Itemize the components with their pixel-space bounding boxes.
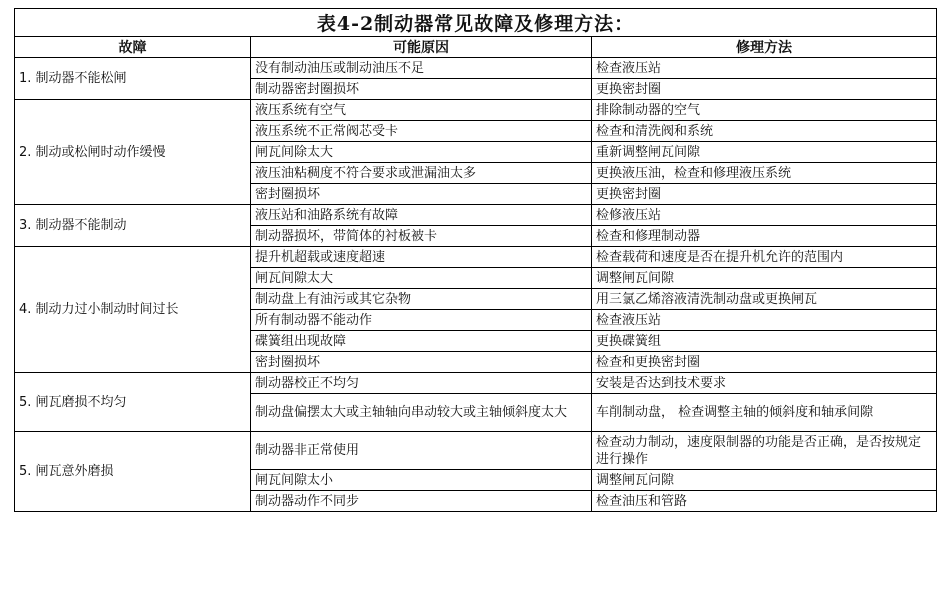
fix-cell: 检查液压站 bbox=[592, 310, 937, 331]
fault-cell: 4. 制动力过小制动时间过长 bbox=[15, 247, 251, 373]
cause-cell: 碟簧组出现故障 bbox=[251, 331, 592, 352]
fault-table bbox=[14, 8, 937, 512]
fault-table-sheet bbox=[14, 8, 936, 600]
table-row bbox=[15, 373, 937, 394]
cause-cell: 制动盘偏摆太大或主轴轴向串动较大或主轴倾斜度太大 bbox=[251, 394, 592, 432]
header-fix: 修理方法 bbox=[592, 37, 937, 58]
fix-cell: 调整闸瓦问隙 bbox=[592, 470, 937, 491]
cause-cell: 密封圈损坏 bbox=[251, 184, 592, 205]
fix-cell: 检查动力制动，速度限制器的功能是否正确，是否按规定进行操作 bbox=[592, 432, 937, 470]
table-row bbox=[15, 58, 937, 79]
cause-cell: 提升机超载或速度超速 bbox=[251, 247, 592, 268]
fix-cell: 更换密封圈 bbox=[592, 79, 937, 100]
fix-cell: 安装是否达到技术要求 bbox=[592, 373, 937, 394]
header-cause: 可能原因 bbox=[251, 37, 592, 58]
fix-cell: 更换密封圈 bbox=[592, 184, 937, 205]
cause-cell: 液压系统不正常阀芯受卡 bbox=[251, 121, 592, 142]
fault-cell: 2. 制动或松闸时动作缓慢 bbox=[15, 100, 251, 205]
table-title: 表4-2制动器常见故障及修理方法： bbox=[15, 9, 937, 37]
table-row bbox=[15, 432, 937, 470]
cause-cell: 制动器非正常使用 bbox=[251, 432, 592, 470]
table-row bbox=[15, 100, 937, 121]
header-row bbox=[15, 37, 937, 58]
cause-cell: 密封圈损坏 bbox=[251, 352, 592, 373]
table-row bbox=[15, 205, 937, 226]
cause-cell: 制动器动作不同步 bbox=[251, 491, 592, 512]
cause-cell: 液压系统有空气 bbox=[251, 100, 592, 121]
table-body bbox=[15, 58, 937, 512]
fix-cell: 检查和更换密封圈 bbox=[592, 352, 937, 373]
fix-cell: 更换碟簧组 bbox=[592, 331, 937, 352]
cause-cell: 制动器校正不均匀 bbox=[251, 373, 592, 394]
title-row bbox=[15, 9, 937, 37]
header-fault: 故障 bbox=[15, 37, 251, 58]
fix-cell: 车削制动盘， 检查调整主轴的倾斜度和轴承间隙 bbox=[592, 394, 937, 432]
fault-cell: 5. 闸瓦意外磨损 bbox=[15, 432, 251, 512]
cause-cell: 制动器损坏，带简体的衬板被卡 bbox=[251, 226, 592, 247]
fault-cell: 1. 制动器不能松闸 bbox=[15, 58, 251, 100]
fix-cell: 调整闸瓦间隙 bbox=[592, 268, 937, 289]
fault-cell: 3. 制动器不能制动 bbox=[15, 205, 251, 247]
fix-cell: 重新调整闸瓦间隙 bbox=[592, 142, 937, 163]
fix-cell: 检修液压站 bbox=[592, 205, 937, 226]
table-row bbox=[15, 247, 937, 268]
fix-cell: 更换液压油，检查和修理液压系统 bbox=[592, 163, 937, 184]
fix-cell: 检查油压和管路 bbox=[592, 491, 937, 512]
fault-cell: 5. 闸瓦磨损不均匀 bbox=[15, 373, 251, 432]
cause-cell: 所有制动器不能动作 bbox=[251, 310, 592, 331]
fix-cell: 检查和清洗阀和系统 bbox=[592, 121, 937, 142]
cause-cell: 制动盘上有油污或其它杂物 bbox=[251, 289, 592, 310]
cause-cell: 制动器密封圈损坏 bbox=[251, 79, 592, 100]
fix-cell: 用三氯乙烯溶液清洗制动盘或更换闸瓦 bbox=[592, 289, 937, 310]
fix-cell: 检查液压站 bbox=[592, 58, 937, 79]
cause-cell: 闸瓦间隙太小 bbox=[251, 470, 592, 491]
cause-cell: 闸瓦间隙太大 bbox=[251, 268, 592, 289]
cause-cell: 液压站和油路系统有故障 bbox=[251, 205, 592, 226]
cause-cell: 没有制动油压或制动油压不足 bbox=[251, 58, 592, 79]
fix-cell: 检查和修理制动器 bbox=[592, 226, 937, 247]
fix-cell: 排除制动器的空气 bbox=[592, 100, 937, 121]
cause-cell: 闸瓦间除太大 bbox=[251, 142, 592, 163]
fix-cell: 检查载荷和速度是否在提升机允许的范围内 bbox=[592, 247, 937, 268]
cause-cell: 液压油粘稠度不符合要求或泄漏油太多 bbox=[251, 163, 592, 184]
